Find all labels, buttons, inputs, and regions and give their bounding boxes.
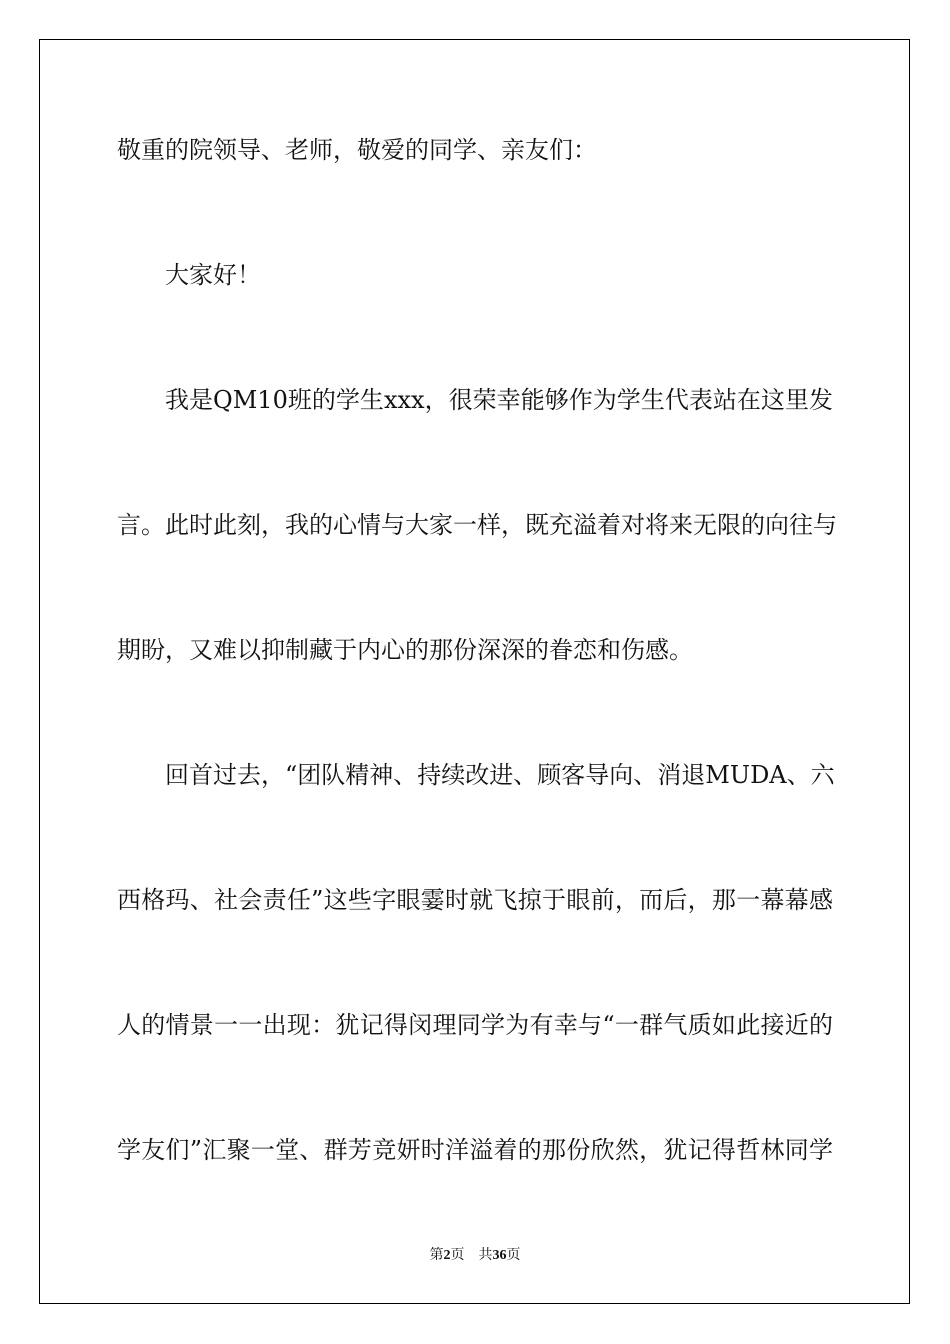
page-number-footer [0, 1246, 950, 1266]
body-line: 期盼，又难以抑制藏于内心的那份深深的眷恋和伤感。 [117, 636, 693, 664]
page-prefix: 第 [429, 1248, 444, 1263]
body-line: 言。此时此刻，我的心情与大家一样，既充溢着对将来无限的向往与 [117, 511, 837, 539]
salutation-line: 敬重的院领导、老师，敬爱的同学、亲友们： [117, 136, 597, 164]
page-border [39, 39, 910, 1304]
body-line: 西格玛、社会责任”这些字眼霎时就飞掠于眼前，而后，那一幕幕感 [117, 886, 833, 914]
page-total: 36 [492, 1248, 507, 1263]
page-current: 2 [443, 1248, 451, 1263]
page-mid: 页 共 [450, 1248, 493, 1263]
page-suffix: 页 [506, 1248, 521, 1263]
body-line: 回首过去，“团队精神、持续改进、顾客导向、消退MUDA、六 [165, 761, 835, 789]
body-line: 我是QM10班的学生xxx，很荣幸能够作为学生代表站在这里发 [165, 386, 833, 414]
greeting-line: 大家好！ [165, 261, 261, 289]
body-line: 人的情景一一出现：犹记得闵理同学为有幸与“一群气质如此接近的 [117, 1011, 833, 1039]
body-line: 学友们”汇聚一堂、群芳竞妍时洋溢着的那份欣然，犹记得哲林同学 [117, 1136, 833, 1164]
